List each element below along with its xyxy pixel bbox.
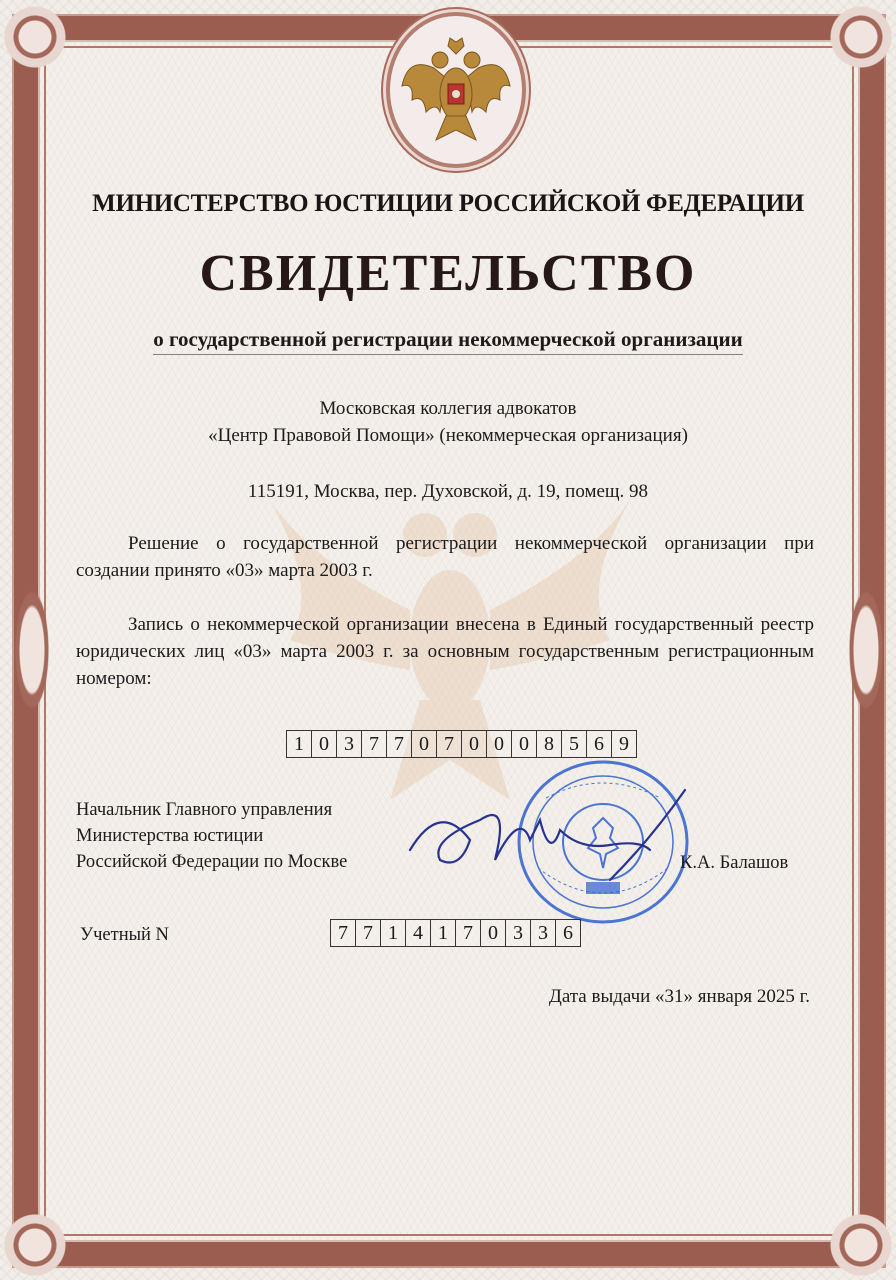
registration-digit: 3: [506, 920, 531, 946]
ogrn-digit: 0: [487, 731, 512, 757]
ministry-heading: МИНИСТЕРСТВО ЮСТИЦИИ РОССИЙСКОЙ ФЕДЕРАЦИИ: [92, 190, 804, 217]
registration-digit: 3: [531, 920, 556, 946]
ogrn-digit: 9: [619, 733, 629, 755]
ogrn-digit: 7: [387, 731, 412, 757]
ogrn-digit: 0: [312, 731, 337, 757]
registration-number-boxes: [330, 919, 581, 947]
signatory-line1: Начальник Главного управления: [76, 800, 333, 820]
registration-digit: 4: [406, 920, 431, 946]
side-ornament: [12, 580, 52, 720]
registration-digit: 1: [381, 920, 406, 946]
decision-paragraph: [76, 530, 814, 584]
corner-ornament: [826, 2, 896, 72]
corner-ornament: [826, 1210, 896, 1280]
organization-name-line1: Московская коллегия адвокатов: [319, 398, 577, 419]
ogrn-digit: 1: [287, 731, 312, 757]
record-text: Запись о некоммерческой организации внесена в Единый государственный реестр юридических лиц «03» марта 2003 г. за основным государственным регистрационным номером:: [76, 614, 814, 689]
signatory-line2: Министерства юстиции: [76, 826, 264, 846]
registration-digit: 1: [431, 920, 456, 946]
side-ornament: [846, 580, 886, 720]
subtitle-text: о государственной регистрации некоммерческой организации: [153, 327, 742, 355]
decision-text: Решение о государственной регистрации некоммерческой организации при создании принято «03» марта 2003 г.: [76, 533, 814, 581]
ogrn-digit: 6: [587, 731, 612, 757]
organization-address: 115191, Москва, пер. Духовской, д. 19, помещ. 98: [247, 481, 649, 502]
signer-name: К.А. Балашов: [680, 853, 789, 873]
ogrn-number-boxes: [286, 730, 637, 758]
registration-number-label: Учетный N: [80, 925, 169, 945]
ogrn-digit: 5: [562, 731, 587, 757]
registration-digit: 0: [481, 920, 506, 946]
record-paragraph: [76, 611, 814, 692]
double-headed-eagle-icon: [390, 16, 522, 164]
ogrn-digit: 0: [462, 731, 487, 757]
certificate-title: СВИДЕТЕЛЬСТВО: [199, 245, 697, 302]
corner-ornament: [0, 2, 70, 72]
corner-ornament: [0, 1210, 70, 1280]
signatory-title: [76, 797, 347, 875]
organization-name-line2: «Центр Правовой Помощи» (некоммерческая организация): [208, 425, 688, 446]
handwritten-signature: [400, 780, 700, 900]
ogrn-digit: 3: [337, 731, 362, 757]
ogrn-digit: 0: [512, 731, 537, 757]
ogrn-digit: 8: [537, 731, 562, 757]
ogrn-digit: 7: [437, 731, 462, 757]
registration-digit: 7: [356, 920, 381, 946]
issue-date: Дата выдачи «31» января 2025 г.: [548, 986, 810, 1007]
registration-digit: 6: [563, 922, 573, 944]
registration-digit: 7: [456, 920, 481, 946]
ogrn-digit: 0: [412, 731, 437, 757]
certificate-subtitle: [0, 327, 896, 352]
ogrn-digit: 7: [362, 731, 387, 757]
coat-of-arms-emblem: [386, 12, 526, 168]
signatory-line3: Российской Федерации по Москве: [76, 852, 348, 872]
registration-digit: 7: [331, 920, 356, 946]
